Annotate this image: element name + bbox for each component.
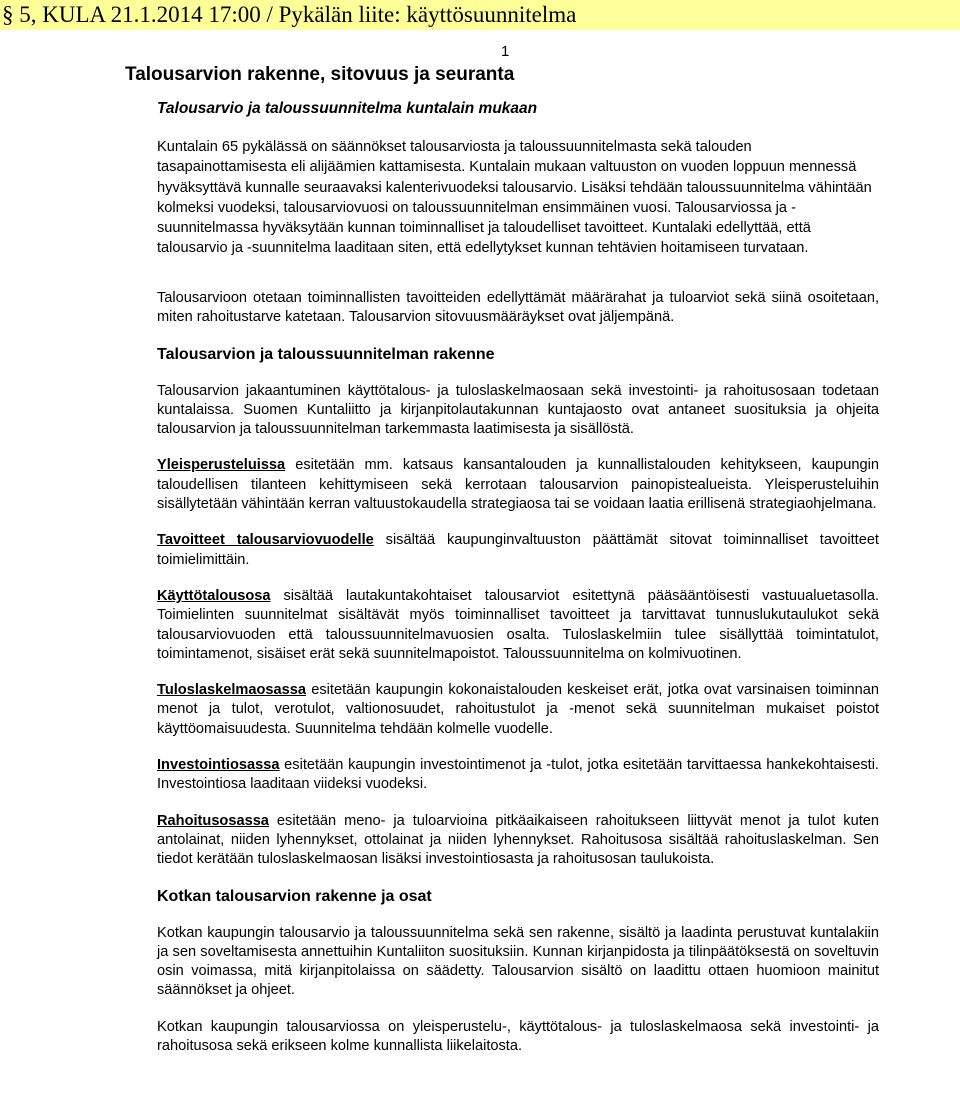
heading-kotka-structure: Kotkan talousarvion rakenne ja osat xyxy=(157,887,432,905)
kotka-paragraph-2: Kotkan kaupungin talousarviossa on yleisperustelu-, käyttötalous- ja tuloslaskelmaosa sekä investointi- ja rahoitusosa sekä erikseen kolme kunnallista liikelaitosta. xyxy=(157,1018,879,1055)
structure-paragraph: Talousarvion jakaantuminen käyttötalous- ja tuloslaskelmaosaan sekä investointi- ja rahoitusosaan todetaan kuntalaissa. Suomen Kuntaliitto ja kirjanpitolautakunnan kuntajaosto ovat antaneet suosituksia ja ohjeita talousarvion ja taloussuunnitelman tarkemmasta laatimisesta ja sisällöstä. xyxy=(157,382,879,438)
financing-paragraph xyxy=(157,812,879,870)
operating-budget-lead: Käyttötalousosa xyxy=(157,587,271,604)
general-rationale-text: esitetään mm. katsaus kansantalouden ja kunnallistalouden kehitykseen, kaupungin taloudellisen tilanteen kehittymiseen sekä kerrotaan talousarvion painopistealueista. Yleisperusteluihin sisällytetään vähintään kerran valtuustokaudella strategiaosa tai se voidaan laatia erillisenä strategiaohjelmana. xyxy=(157,457,879,513)
kotka-paragraph-1: Kotkan kaupungin talousarvio ja taloussuunnitelma sekä sen rakenne, sisältö ja laadinta perustuvat kuntalakiin ja sen soveltamisesta annettuihin Kuntaliiton suosituksiin. Kunnan kirjanpidosta ja tilinpäätöksestä on soveltuvin osin voimassa, mitä kirjanpitolaissa on säädetty. Talousarvion sisältö on laadittu ottaen huomioon mainitut säännökset ja ohjeet. xyxy=(157,924,879,999)
appropriations-paragraph: Talousarvioon otetaan toiminnallisten tavoitteiden edellyttämät määrärahat ja tuloarviot sekä siinä osoitetaan, miten rahoitustarve katetaan. Talousarvion sitovuusmääräykset ovat jäljempänä. xyxy=(157,290,879,326)
goals-paragraph xyxy=(157,531,879,570)
document-title: Talousarvion rakenne, sitovuus ja seuranta xyxy=(125,64,515,85)
section-symbol: § xyxy=(2,2,14,27)
investment-paragraph xyxy=(157,756,879,795)
income-statement-paragraph xyxy=(157,681,879,739)
investment-text: esitetään kaupungin investointimenot ja -tulot, jotka esitetään tarvittaessa hankekohtaisesti. Investointiosa laaditaan viideksi vuodeksi. xyxy=(157,757,879,793)
page-number: 1 xyxy=(501,43,510,60)
income-statement-text: esitetään kaupungin kokonaistalouden keskeiset erät, jotka ovat varsinaisen toiminnan menot ja tulot, verotulot, valtionosuudet, rahoitustulot ja -menot sekä suunnitelman mukaiset poistot käyttöomaisuudesta. Suunnitelma tehdään kolmelle vuodelle. xyxy=(157,682,879,737)
general-rationale-paragraph xyxy=(157,456,879,514)
general-rationale-lead: Yleisperusteluissa xyxy=(157,457,286,474)
subtitle-legal-basis: Talousarvio ja taloussuunnitelma kuntalain mukaan xyxy=(157,100,538,117)
heading-budget-structure: Talousarvion ja taloussuunnitelman rakenne xyxy=(157,345,495,363)
intro-paragraph: Kuntalain 65 pykälässä on säännökset talousarviosta ja taloussuunnitelmasta sekä talouden tasapainottamisesta eli alijäämien kattamisesta. Kuntalain mukaan valtuuston on vuoden loppuun mennessä hyväksyttävä kunnalle seuraavaksi kalenterivuodeksi talousarvio. Lisäksi tehdään taloussuunnitelma vähintään kolmeksi vuodeksi, talousarviovuosi on taloussuunnitelman ensimmäinen vuosi. Talousarviossa ja -suunnitelmassa hyväksytään kunnan toiminnalliset ja taloudelliset tavoitteet. Kuntalaki edellyttää, että talousarvio ja -suunnitelma laaditaan siten, että edellytykset kunnan tehtävien hoitamiseen turvataan. xyxy=(157,139,872,257)
document-body xyxy=(157,289,879,1073)
goals-lead: Tavoitteet talousarviovuodelle xyxy=(157,532,374,549)
operating-budget-text: sisältää lautakuntakohtaiset talousarviot esitettynä pääsääntöisesti vastuualuetasolla. Toimielinten suunnitelmat sisältävät myös toiminnalliset tavoitteet ja tarvittavat tunnuslukutaulukot sekä talousarviovuoden että taloussuunnitelmavuosien osalta. Tuloslaskelmiin tulee sisällyttää toimintatulot, toimintamenot, sisäiset erät sekä suunnitelmapoistot. Taloussuunnitelma on kolmivuotinen. xyxy=(157,587,879,662)
operating-budget-paragraph xyxy=(157,587,879,664)
document-banner xyxy=(0,0,960,30)
income-statement-lead: Tuloslaskelmaosassa xyxy=(157,682,306,699)
financing-lead: Rahoitusosassa xyxy=(157,812,269,829)
banner-text: 5, KULA 21.1.2014 17:00 / Pykälän liite: käyttösuunnitelma xyxy=(19,2,577,27)
financing-text: esitetään meno- ja tuloarvioina pitkäaikaiseen rahoitukseen liittyvät menot ja tulot kuten antolainat, niiden lyhennykset, ottolainat ja niiden lyhennykset. Rahoitusosa sisältää rahoituslaskelman. Sen tiedot kerätään tuloslaskelmaosan lisäksi investointiosasta ja rahoitusosan taulukoista. xyxy=(157,812,879,868)
goals-text: sisältää kaupunginvaltuuston päättämät sitovat toiminnalliset tavoitteet toimielimittäin. xyxy=(157,532,879,568)
investment-lead: Investointiosassa xyxy=(157,757,280,774)
